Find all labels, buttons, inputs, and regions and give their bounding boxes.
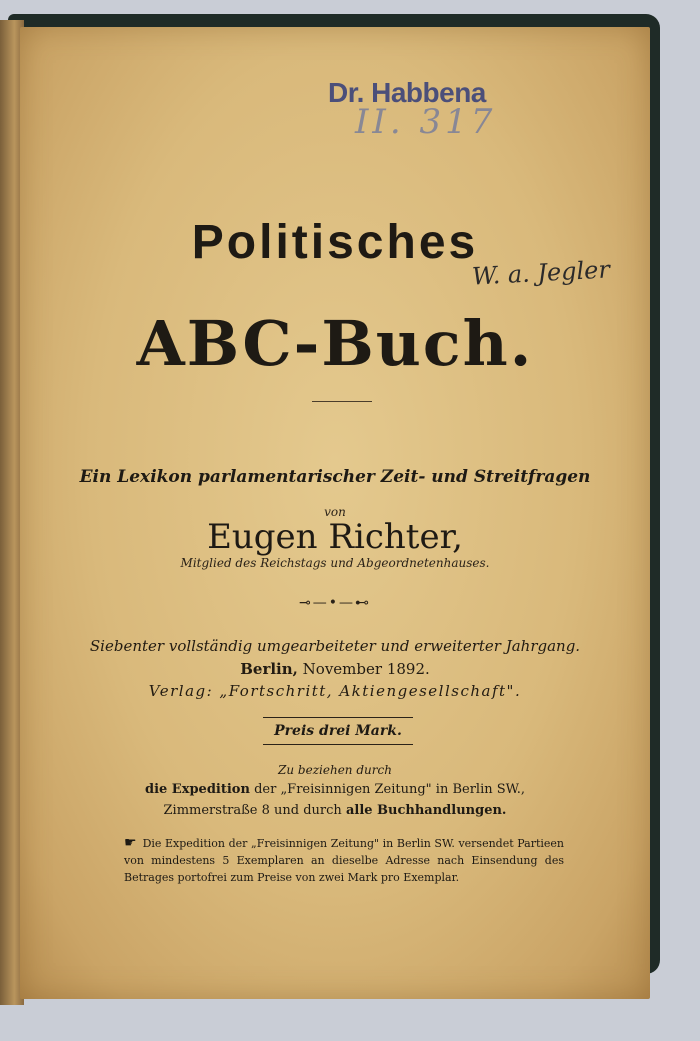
pointing-hand-icon: ☛ <box>124 835 137 851</box>
edition-statement: Siebenter vollständig umgearbeiteter und erweiterter Jahrgang. <box>89 637 581 655</box>
availability-expedition: die Expedition <box>144 782 250 797</box>
imprint-place-date <box>20 660 650 678</box>
publisher: Verlag: „Fortschritt, Aktiengesellschaft". <box>148 682 522 700</box>
availability-line-2 <box>20 782 650 797</box>
availability-bookshops: alle Buchhandlungen. <box>345 803 507 818</box>
availability-line-3 <box>20 803 650 818</box>
distribution-note <box>124 835 564 886</box>
divider-rule <box>312 401 372 402</box>
price: Preis drei Mark. <box>263 717 413 745</box>
imprint-date: November 1892. <box>302 660 430 678</box>
subtitle: Ein Lexikon parlamentarischer Zeit- und Streitfragen <box>79 467 591 487</box>
title-line-2: ABC-Buch. <box>136 307 534 380</box>
imprint-place: Berlin, <box>240 660 298 678</box>
shelf-mark: II. 317 <box>355 102 497 142</box>
by-label: von <box>324 505 346 519</box>
author-affiliation: Mitglied des Reichstags und Abgeordnetenhauses. <box>180 556 490 570</box>
title-line-1: Politisches <box>191 216 479 269</box>
owner-stamp: Dr. Habbena <box>328 77 486 108</box>
availability-newspaper: der „Freisinnigen Zeitung" in Berlin SW., <box>254 782 526 797</box>
ornament-divider: ⊸—•—⊷ <box>299 595 371 611</box>
distribution-note-text: Die Expedition der „Freisinnigen Zeitung" in Berlin SW. versendet Partieen von mindestens 5 Exemplaren an dieselbe Adresse nach Einsendung des Betrages portofrei zum Preise von zwei Mark pro Exemplar. <box>124 837 564 884</box>
author-name: Eugen Richter, <box>207 517 463 557</box>
handwritten-note: W. a. Jegler <box>471 255 611 291</box>
title-page <box>20 27 650 999</box>
availability-address: Zimmerstraße 8 und durch <box>163 803 342 818</box>
availability-line-1: Zu beziehen durch <box>278 763 392 777</box>
